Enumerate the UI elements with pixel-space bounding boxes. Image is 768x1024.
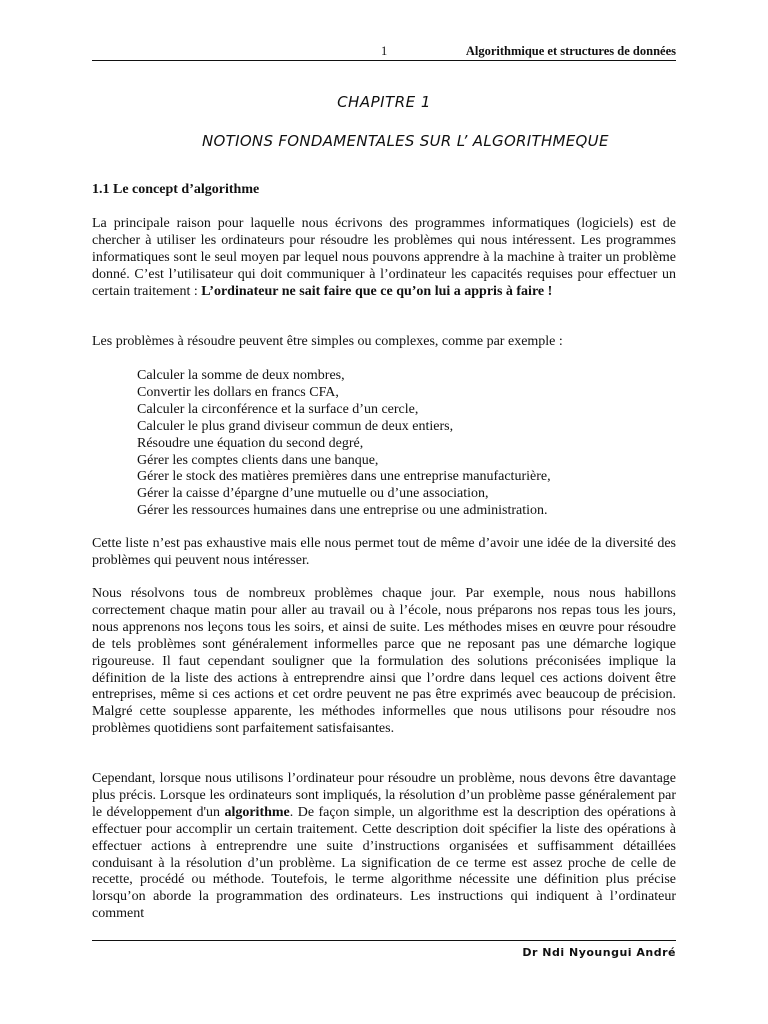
paragraph-intro [92,216,676,301]
section-heading: 1.1 Le concept d’algorithme [92,182,260,197]
paragraph-algorithm [92,771,676,923]
list-item: Gérer le stock des matières premières dans une entreprise manufacturière, [137,469,551,485]
header-title: Algorithmique et structures de données [465,44,676,58]
paragraph-everyday-text: Nous résolvons tous de nombreux problèmes chaque jour. Par exemple, nous nous habillons correctement chaque matin pour aller au travail ou à l’école, nous préparons nos repas tous les jours, nous apprenons nos leçons tous les soirs, et ainsi de suite. Les méthodes mises en œuvre pour résoudre de tels problèmes sont généralement informelles parce que ne reposant pas une démarche logique rigoureuse. Il faut cependant souligner que la formulation des solutions préconisées implique la définition de la liste des actions à entreprendre ainsi que l’ordre dans lequel ces actions doivent être entreprises, même si ces actions et cet ordre peuvent ne pas être exprimés avec beaucoup de précision. Malgré cette souplesse apparente, les méthodes informelles que nous utilisons pour résoudre nos problèmes quotidiens sont parfaitement satisfaisantes. [92,586,676,737]
list-item: Calculer la circonférence et la surface d’un cercle, [137,401,419,417]
list-item: Calculer le plus grand diviseur commun de deux entiers, [137,418,454,434]
list-item: Calculer la somme de deux nombres, [137,368,345,383]
list-item: Résoudre une équation du second degré, [137,435,364,451]
paragraph-problems [92,334,676,351]
list-item: Convertir les dollars en francs CFA, [137,384,339,400]
paragraph-algorithm-text-b: . De façon simple, un algorithme est la description des opérations à effectuer pour accomplir un certain traitement. Cette description doit spécifier la liste des opérations à effectuer actions à entreprendre une suite d’instructions organisées et suffisamment détaillées conduisant à la résolution d’un problème. La signification de ce terme est assez proche de celle de recette, procédé ou méthode. Toutefois, le terme algorithme nécessite une définition plus précise lorsqu’on aborde la programmation des ordinateurs. Les instructions qui indiquent à l’ordinateur comment [92,804,676,922]
footer-rule [92,940,676,941]
chapter-label: CHAPITRE 1 [337,93,431,111]
paragraph-list-note [92,536,676,570]
paragraph-intro-emphasis: L’ordinateur ne sait faire que ce qu’on lui a appris à faire ! [201,283,553,299]
list-item: Gérer les ressources humaines dans une entreprise ou une administration. [137,503,548,519]
paragraph-list-note-text: Cette liste n’est pas exhaustive mais elle nous permet tout de même d’avoir une idée de la diversité des problèmes qui peuvent nous intéresser. [92,536,676,568]
paragraph-problems-text: Les problèmes à résoudre peuvent être simples ou complexes, comme par exemple : [92,334,563,349]
paragraph-intro-text: La principale raison pour laquelle nous écrivons des programmes informatiques (logiciels) est de chercher à utiliser les ordinateurs pour résoudre les problèmes qui nous intéressent. Les programmes informatiques sont le seul moyen par lequel nous pouvons apprendre à la machine à traiter un problème donné. C’est l’utilisateur qui doit communiquer à l’ordinateur les capacités requises pour effectuer un certain traitement : [92,216,676,299]
header-rule [92,60,676,61]
paragraph-algorithm-emphasis: algorithme [224,804,290,820]
page-number: 1 [381,44,388,58]
footer-author: Dr Ndi Nyoungui André [522,946,676,959]
list-item: Gérer la caisse d’épargne d’une mutuelle ou d’une association, [137,486,489,502]
examples-list [137,368,551,520]
list-item: Gérer les comptes clients dans une banque, [137,452,379,468]
paragraph-everyday [92,586,676,738]
paragraph-algorithm-text-a: Cependant, lorsque nous utilisons l’ordinateur pour résoudre un problème, nous devons être davantage plus précis. Lorsque les ordinateurs sont impliqués, la résolution d’un problème passe généralement par le développement d'un [92,771,676,820]
chapter-title: NOTIONS FONDAMENTALES SUR L’ ALGORITHMEQUE [202,132,609,150]
